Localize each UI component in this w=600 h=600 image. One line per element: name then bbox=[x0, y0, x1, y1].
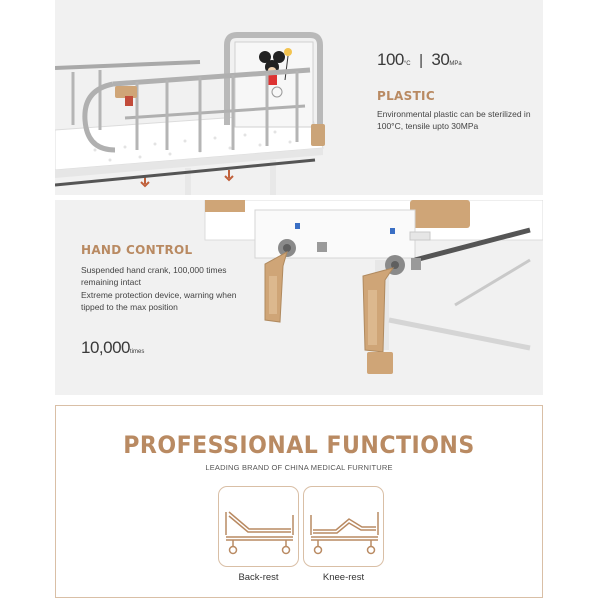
pressure-value: 30 bbox=[431, 50, 450, 69]
hand-control-title: HAND CONTROL bbox=[81, 243, 193, 257]
spec-separator: | bbox=[419, 52, 423, 69]
pressure-unit: MPa bbox=[449, 61, 462, 67]
plastic-title: PLASTIC bbox=[377, 89, 435, 103]
temp-value: 100 bbox=[377, 50, 404, 69]
knee-rest-label: Knee-rest bbox=[322, 572, 365, 583]
plastic-panel bbox=[55, 0, 543, 195]
functions-title: PROFESSIONAL FUNCTIONS bbox=[123, 431, 475, 459]
count-value: 10,000 bbox=[81, 338, 130, 357]
count-unit: times bbox=[130, 349, 145, 355]
back-rest-label: Back-rest bbox=[238, 572, 279, 583]
hand-control-panel bbox=[55, 200, 543, 395]
bed-rail-photo bbox=[55, 0, 543, 195]
plastic-spec-figures bbox=[377, 50, 462, 70]
plastic-description: Environmental plastic can be sterilized in 100°C, tensile upto 30MPa bbox=[377, 109, 531, 131]
hand-control-line-1: Suspended hand crank, 100,000 times remaining intact bbox=[81, 265, 227, 287]
back-rest-icon bbox=[219, 487, 300, 568]
temp-unit: °C bbox=[403, 61, 411, 67]
hand-control-line-2: Extreme protection device, warning when tipped to the max position bbox=[81, 290, 237, 312]
back-rest-card bbox=[218, 486, 299, 567]
hand-control-description bbox=[81, 264, 251, 314]
knee-rest-icon bbox=[304, 487, 385, 568]
functions-subtitle: LEADING BRAND OF CHINA MEDICAL FURNITURE bbox=[205, 463, 393, 472]
knee-rest-card bbox=[303, 486, 384, 567]
durability-count bbox=[81, 338, 144, 358]
professional-functions-panel bbox=[55, 405, 543, 598]
